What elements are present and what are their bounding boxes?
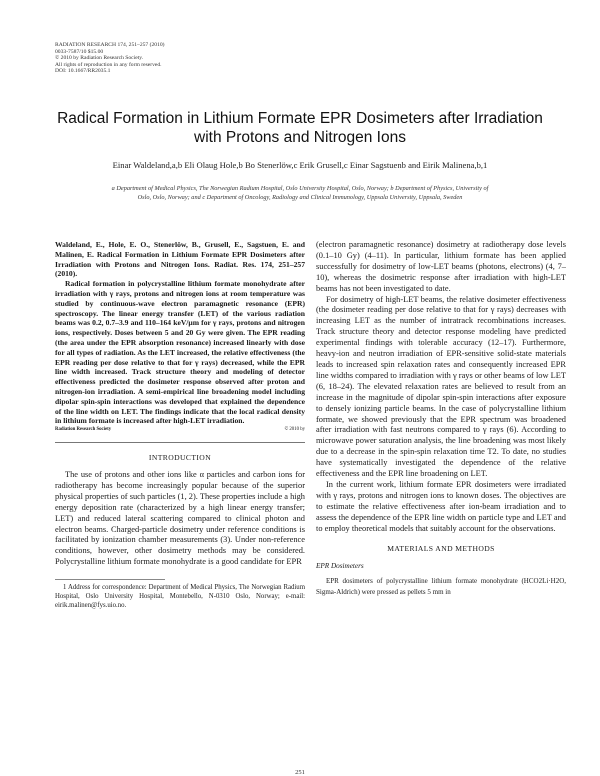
abstract-citation: Waldeland, E., Hole, E. O., Stenerlöw, B., Grusell, E., Sagstuen, E. and Malinen, E. Radical Formation in Lithium Formate EPR Dosimeters after Irradiation with Protons and Nitrogen Ions. Radiat. Res. 174, 251–257 (2010). xyxy=(55,240,305,279)
page-number: 251 xyxy=(295,769,305,776)
left-column xyxy=(55,240,305,611)
journal-line: 0033-7587/10 $15.00 xyxy=(55,48,104,55)
abstract xyxy=(55,240,305,433)
title-line: with Protons and Nitrogen Ions xyxy=(194,129,406,146)
copyright-note xyxy=(55,427,305,433)
title-line: Radical Formation in Lithium Formate EPR Dosimeters after Irradiation xyxy=(57,110,543,127)
footnote: 1 Address for correspondence: Department of Medical Physics, The Norwegian Radium Hospital, Oslo University Hospital, Montebello, N-0310 Oslo, Norway; e-mail: eirik.malinen@fys.uio.no. xyxy=(55,584,305,609)
body-paragraph: (electron paramagnetic resonance) dosimetry at radiotherapy dose levels (0.1–10 Gy) (4–11). In particular, lithium formate has been applied successfully for dosimetry of low-LET beams (photons, electrons) (4, 7–10), whereas the dosimetric response after irradiation with high-LET beams has not been investigated to date. xyxy=(316,240,566,293)
abstract-text: Radical formation in polycrystalline lithium formate monohydrate after irradiation with γ rays, protons and nitrogen ions at room temperature was studied by continuous-wave electron paramagnetic resonance (EPR) spectroscopy. The linear energy transfer (LET) of the various radiation beams was 0.2, 0.7–3.9 and 110–164 keV/μm for γ rays, protons and nitrogen ions, respectively. Doses between 5 and 20 Gy were given. The EPR reading (the area under the EPR absorption resonance) increased linearly with dose for all types of radiation. As the LET increased, the relative effectiveness (the EPR reading per dose relative to that for γ rays) decreased, while the EPR line width increased. Track structure theory and modeling of detector effectiveness predicted the dosimeter response observed after proton and nitrogen-ion irradiation. A semi-empirical line broadening model including dipolar spin-spin interactions was developed that explained the dependence of the line width on LET. The findings indicate that the local radical density in lithium formate is increased after high-LET irradiation. xyxy=(55,279,305,426)
affiliations xyxy=(55,184,545,202)
introduction-paragraph: The use of protons and other ions like α particles and carbon ions for radiotherapy has become increasingly popular because of the superior physical properties of such particles (1, 2). These properties include a high energy deposition rate (characterized by a high linear energy transfer; LET) and reduced lateral scattering compared to clinical photon and electron beams. Charged-particle dosimetry under reference conditions is facilitated by ionization chamber measurements (3). Under non-reference conditions, however, other dosimetry methods may be considered. Polycrystalline lithium formate monohydrate is a good candidate for EPR xyxy=(55,470,305,567)
affiliation-line: a Department of Medical Physics, The Norwegian Radium Hospital, Oslo University Hospital, Oslo, Norway; b Department of Physics, University of xyxy=(111,185,489,192)
copyright-year: © 2010 by xyxy=(284,427,305,433)
body-paragraph: In the current work, lithium formate EPR dosimeters were irradiated with γ rays, protons and nitrogen ions to known doses. The objectives are to estimate the relative effectiveness after ion-beam irradiation and to assess the dependence of the EPR line width on particle type and LET and to employ theoretical models that suitably account for the observations. xyxy=(316,479,566,533)
journal-header xyxy=(55,42,355,75)
affiliation-line: Oslo, Oslo, Norway; and c Department of Oncology, Radiology and Clinical Immunology, Uppsala University, Uppsala, Sweden xyxy=(137,194,463,201)
subsection-heading: EPR Dosimeters xyxy=(316,562,364,571)
author-list: Einar Waldeland,a,b Eli Olaug Hole,b Bo Stenerlöw,c Erik Grusell,c Einar Sagstuenb and Eirik Malinena,b,1 xyxy=(112,160,488,170)
paper-title xyxy=(40,109,560,147)
methods-heading: MATERIALS AND METHODS xyxy=(387,544,495,554)
section-divider xyxy=(55,442,305,443)
right-column xyxy=(316,240,566,598)
introduction-heading: INTRODUCTION xyxy=(148,453,212,463)
journal-line: © 2010 by Radiation Research Society. xyxy=(55,55,144,62)
body-paragraph: EPR dosimeters of polycrystalline lithium formate monohydrate (HCO2Li·H2O, Sigma-Aldrich) were pressed as pellets 5 mm in xyxy=(316,577,566,597)
footnote-rule xyxy=(55,579,165,580)
journal-line: DOI: 10.1667/RR2035.1 xyxy=(55,68,111,75)
journal-line: RADIATION RESEARCH 174, 251–257 (2010) xyxy=(55,42,165,48)
copyright-society: Radiation Research Society xyxy=(55,427,112,433)
journal-line: All rights of reproduction in any form reserved. xyxy=(55,61,162,68)
body-paragraph: For dosimetry of high-LET beams, the relative dosimeter effectiveness (the dosimeter reading per dose relative to that for γ rays) decreases with increasing LET as the number of intratrack recombinations increases. Track structure theory and detector response modeling have predicted experimental findings with tolerable accuracy (12–17). Furthermore, heavy-ion and neutron irradiation of EPR-sensitive solid-state materials leads to increased spin relaxation rates and consequently increased EPR line widths compared to irradiation with γ rays or other beams of low LET (6, 18–24). The elevated relaxation rates are believed to result from an increase in the magnitude of dipolar spin-spin interactions after exposure to densely ionizing particle beams. In the case of polycrystalline lithium formate, we showed previously that the EPR spectrum was broadened after irradiation with fast neutrons compared to γ rays (6). According to microwave power saturation analysis, the line broadening was most likely due to a decrease in the spin-spin relaxation time T2. To date, no studies have systematically investigated the dependence of the relative effectiveness and the EPR line broadening on LET. xyxy=(316,294,566,479)
